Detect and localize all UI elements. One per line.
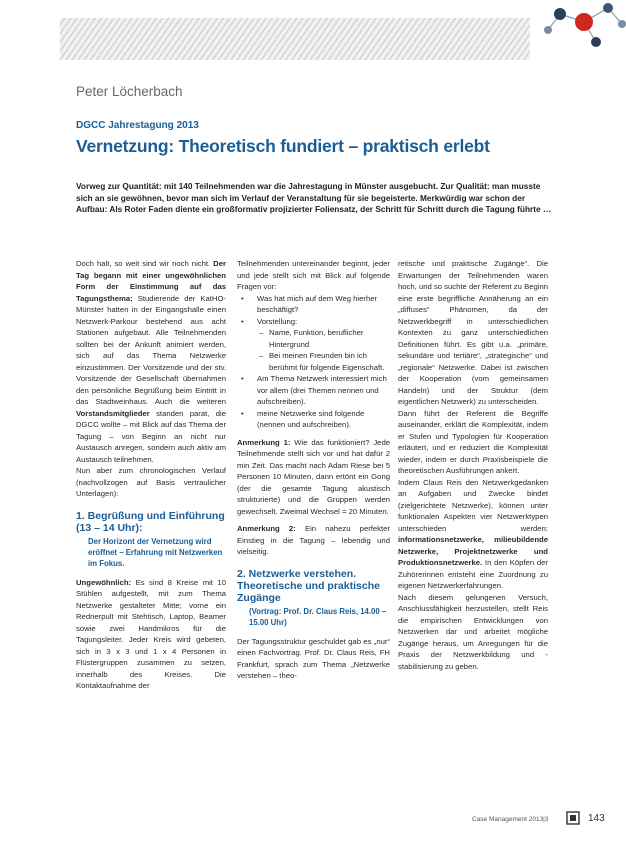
text-run: Ein nahezu perfekter Einstieg in die Tagung – lebendig und vielseitig. [237,524,391,556]
paragraph [76,258,226,465]
paragraph: Teilnehmenden untereinander beginnt, jeder und jede stellt sich mit Blick auf folgende Fragen vor: [237,259,390,291]
text-run: Vorstellung: [257,316,298,326]
sub-list [237,327,390,373]
decorative-hatch-band [60,18,530,60]
sub-list-item: – Name, Funktion, beruflicher Hintergrund [237,327,390,350]
paragraph [237,437,390,518]
list-item: • meine Netzwerke sind folgende (nennen und aufschreiben). [237,408,390,431]
sub-list-item: – Bei meinen Freunden bin ich berühmt für folgende Eigenschaft. [237,350,390,373]
paragraph: Nach diesem gelungenen Versuch, Anschlussfähigkeit herzustellen, stellt Reis die empirischen Entwicklungen von Netzwerken dar und arbeitet mögliche Zugänge heraus, um Anregungen für die Praxis der Netzwerkbildung und -stabilisierung zu geben. [398,592,548,671]
text-run: Es sind 8 Kreise mit 10 Stühlen aufgestellt, mit zum Thema Netzwerke gestalteter Mitte; vorne ein Rednerpult mit Stehtisch, Laptop, Beamer sowie zwei Handmikros für die Tagungsleiter. Jeder Kreis wird gebeten, sich in 3 x 3 und 1 x 4 Personen in Flüstergruppen zusammen zu setzen, innerhalb des Kreises. Die Kontaktaufnahme der [76,577,226,690]
section-heading: 2. Netzwerke verstehen. Theoretische und praktische Zugänge [237,567,380,604]
molecule-graphic [540,0,626,50]
text-run: Studierende der KatHO-Münster hatten in der Eingangshalle einen Netzwerk-Parkour bestehend aus acht Stationen aufgebaut. Alle Teilnehmenden sollten bei der Ankunft animiert werden, sich auf das Thema Netzwerke einzustimmen. Der Vorsitzende und der stv. Vorsitzende der Gesellschaft übernahmen den persönliche Begrüßung beim Eintritt in das Stadtweinhaus. Auch die weiteren [76,293,226,406]
paragraph [398,477,548,592]
list-item: • Am Thema Netzwerk interessiert mich vor allem (drei Themen nennen und aufschreiben). [237,373,390,408]
bold-run: Anmerkung 1: [237,437,291,447]
bold-run: Der Tag begann mit einer ungewöhnlichen Form der Einstimmung auf das Tagungsthema: [76,259,226,303]
text-column-1 [76,258,226,692]
paragraph [237,523,390,558]
text-column-2 [237,258,390,682]
article-kicker: DGCC Jahrestagung 2013 [76,120,199,131]
text-run: In den Köpfen der Zuhörerinnen entsteht eine Zuordnung zu eigenen Netzwerkerfahrungen. [398,558,548,590]
list-item [237,316,390,374]
bold-run: Ungewöhnlich: [76,577,132,587]
text-run: Wie das funktioniert? Jede Teilnehmende stellt sich vor und hat dafür 2 min Zeit. Das macht nach Adam Riese bei 5 Personen 10 Minuten, dann ertönt ein Gong (der die gesamte Tagung akustisch strukturierte) und die Gruppen werden gewechselt. Zweimal Wechsel = 20 Minuten. [237,437,390,516]
paragraph: Dann führt der Referent die Begriffe auseinander, erklärt die Komplexität, indem er Stufen und Typologien für Kooperation erläutert, und er reduziert die Komplexität wieder, indem er durch Praxisbeispiele die theoretischen Ausführungen ankert. [398,408,548,475]
bold-run: Vorstandsmitglieder [76,408,150,418]
section-subheading: Der Horizont der Vernetzung wird eröffnet – Erfahrung mit Netzwerken im Fokus. [88,536,223,568]
paragraph [76,577,226,692]
text-run: Indem Claus Reis den Netzwerkgedanken an Aufgaben und Zwecke bindet (zielgerichtete Netzwerke), können unter funktionalen Aspekten vier Netzwerktypen unterschieden werden: [398,477,548,533]
article-title: Vernetzung: Theoretisch fundiert – praktisch erlebt [76,136,490,156]
bold-run: informationsnetzwerke, milieubildende Netzwerke, Projektnetzwerke und Produktionsnetzwerke. [398,535,548,567]
question-list [237,293,390,431]
list-item: • Was hat mich auf dem Weg hierher beschäftigt? [237,293,390,316]
article-lead: Vorweg zur Quantität: mit 140 Teilnehmenden war die Jahrestagung in Münster ausgebucht. Zur Qualität: man musste sich an sie gewöhnen, bevor man sich im Verlauf der Veranstaltung für sie begeisterte. Merkwürdig war schon der Aufbau: Als Roter Faden diente ein großformativ projizierter Foliensatz, der Schritt für Schritt durch die Tagung führte … [76,181,552,215]
section-heading: 1. Begrüßung und Einführung (13 – 14 Uhr): [76,509,225,534]
header-band [0,0,626,60]
paragraph: Nun aber zum chronologischen Verlauf (nachvollzogen auf Basis vertraulicher Unterlagen): [76,466,226,498]
paragraph: Der Tagungsstruktur geschuldet gab es „nur“ einen Fachvortrag. Prof. Dr. Claus Reis, FH Frankfurt, sprach zum Thema „Netzwerke verstehen – theo- [237,636,390,680]
paragraph: retische und praktische Zugänge“. Die Erwartungen der Teilnehmenden waren hoch, und so suchte der Referent zu Beginn eine erste begriffliche Annäherung an ein „diffuses“ Phänomen, da der Netzwerkbegriff in unterschiedlichen Kontexten zu ganz unterschiedlichen Definitionen führt. Es gibt u.a. „primäre, sekundäre und tertiäre“, „strategische“ und „regionale“ Netzwerke. Dabei ist zwischen der Kooperation (vom gemeinsamen Handeln) und der Struktur (dem eigentlichen Netzwerk) zu unterscheiden. [398,259,549,406]
section-subheading: (Vortrag: Prof. Dr. Claus Reis, 14.00 – 15.00 Uhr) [249,606,387,627]
text-run: standen parat, die DGCC wollte – mit Blick auf das Thema der Tagung – von Beginn an nicht nur Austausch anregen, sondern auch aktiv am Austausch teilnehmen. [76,408,226,464]
bold-run: Anmerkung 2: [237,524,296,533]
text-run: Doch halt, so weit sind wir noch nicht. [76,259,214,268]
text-column-3 [398,258,548,672]
page-number: 143 [588,813,605,824]
footer-magazine-name: Case Management 2013|3 [472,816,549,823]
author-name: Peter Löcherbach [76,84,183,99]
magazine-logo-icon [566,811,580,825]
